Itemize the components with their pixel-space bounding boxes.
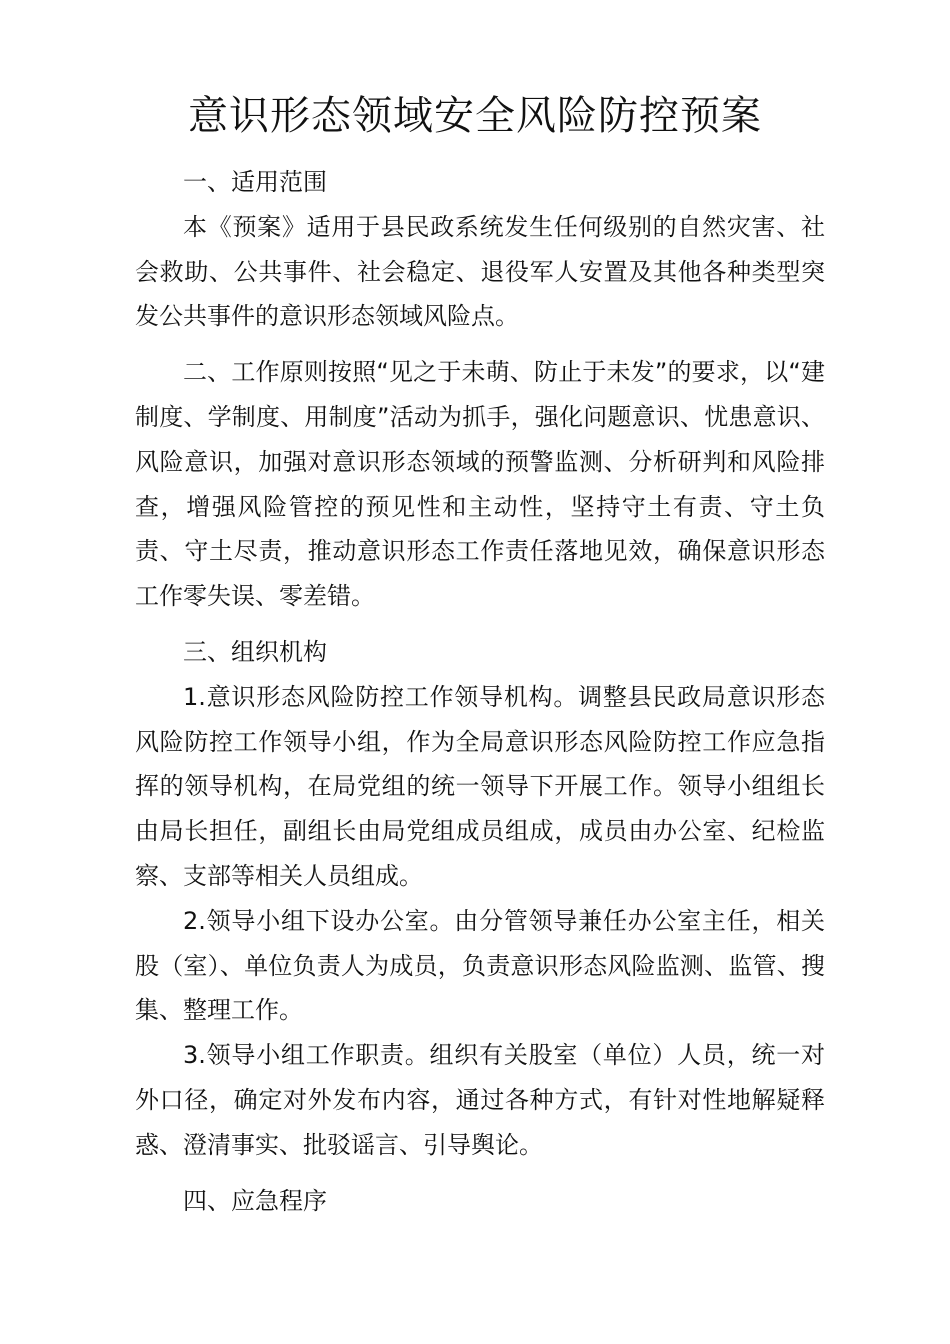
section-heading-organization: 三、组织机构: [183, 637, 327, 666]
section-heading-emergency: 四、应急程序: [183, 1186, 327, 1215]
paragraph-org-item-1: 1.意识形态风险防控工作领导机构。调整县民政局意识形态风险防控工作领导小组，作为全局意识形态风险防控工作应急指挥的领导机构，在局党组的统一领导下开展工作。领导小组组长由局长担任，副组长由局党组成员组成，成员由办公室、纪检监察、支部等相关人员组成。: [135, 682, 825, 890]
document-body: [135, 160, 825, 1223]
paragraph-org-item-3: 3.领导小组工作职责。组织有关股室（单位）人员，统一对外口径，确定对外发布内容，通过各种方式，有针对性地解疑释惑、澄清事实、批驳谣言、引导舆论。: [135, 1041, 825, 1159]
section-heading-scope: 一、适用范围: [183, 168, 327, 196]
document-title: 意识形态领域安全风险防控预案: [188, 93, 762, 139]
paragraph-principles: 二、工作原则按照“见之于未萌、防止于未发”的要求，以“建制度、学制度、用制度”活动为抓手，强化问题意识、忧患意识、风险意识，加强对意识形态领域的预警监测、分析研判和风险排查，增强风险管控的预见性和主动性，坚持守土有责、守土负责、守土尽责，推动意识形态工作责任落地见效，确保意识形态工作零失误、零差错。: [135, 358, 825, 611]
paragraph-scope: 本《预案》适用于县民政系统发生任何级别的自然灾害、社会救助、公共事件、社会稳定、退役军人安置及其他各种类型突发公共事件的意识形态领域风险点。: [135, 212, 825, 331]
paragraph-org-item-2: 2.领导小组下设办公室。由分管领导兼任办公室主任，相关股（室）、单位负责人为成员，负责意识形态风险监测、监管、搜集、整理工作。: [135, 906, 825, 1025]
